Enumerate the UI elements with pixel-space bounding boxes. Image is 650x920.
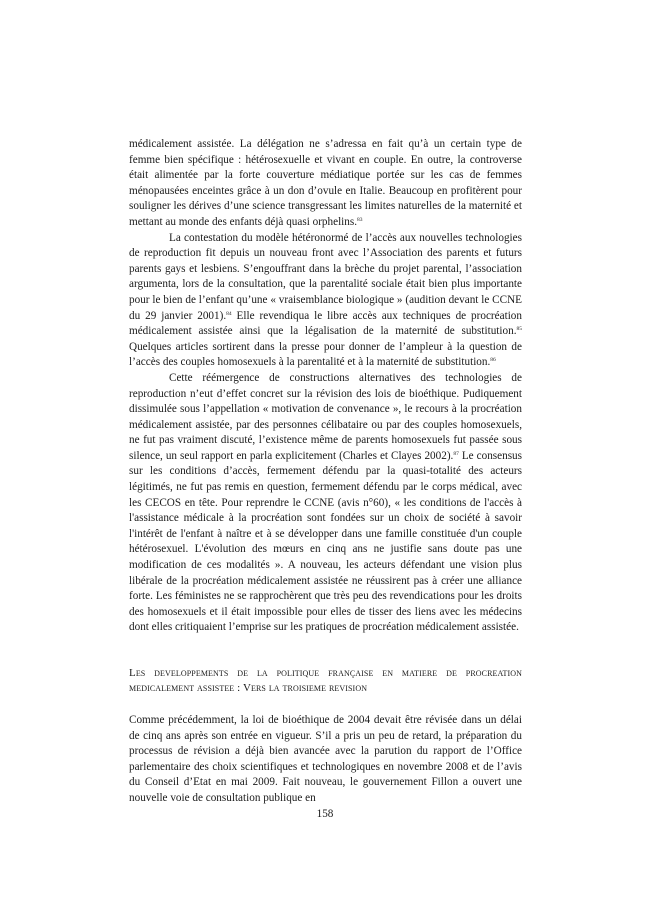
paragraph-2-text-3: Quelques articles sortirent dans la presse pour donner de l’ampleur à la question de l’accès des couples homosexuels à la parentalité et à la maternité de substitution. [129, 340, 522, 369]
paragraph-3-text-1: Cette réémergence de constructions alternatives des technologies de reproduction n’eut d’effet concret sur la révision des lois de bioéthique. Pudiquement dissimulée sous l’appellation « motivation de convenance », le recours à la procréation médicalement assistée, par des personnes célibataire ou par des couples homosexuels, ne fut pas vraiment discuté, l’existence même de parents homosexuels fut passée sous silence, un seul rapport en parla explicitement (Charles et Clayes 2002). [129, 371, 522, 462]
section-heading: Les developpements de la politique française en matiere de procreation medicalement assistee : Vers la troisieme revision [129, 667, 522, 694]
paragraph-4-text-1: Comme précédemment, la loi de bioéthique de 2004 devait être révisée dans un délai de cinq ans après son entrée en vigueur. S’il a pris un peu de retard, la préparation du processus de révision a déjà bien avancée avec la parution du rapport de l’Office parlementaire des choix scientifiques et technologiques en novembre 2008 et de l’avis du Conseil d’Etat en mai 2009. Fait nouveau, le gouvernement Fillon a ouvert une nouvelle voie de consultation publique en [129, 714, 522, 804]
paragraph-4 [129, 713, 522, 807]
paragraph-1-text-1: médicalement assistée. La délégation ne s’adressa en fait qu’à un certain type de femme bien spécifique : hétérosexuelle et vivant en couple. En outre, la controverse était alimentée par la forte couverture médiatique portée sur les cas de femmes ménopausées enceintes grâce à un don d’ovule en Italie. Beaucoup en profitèrent pour souligner les dérives d’une science transgressant les limites naturelles de la maternité et mettant au monde des enfants déjà quasi orphelins. [129, 138, 522, 228]
paragraph-3 [129, 371, 522, 636]
paragraph-2-text-1: La contestation du modèle hétéronormé de l’accès aux nouvelles technologies de reproduction fit depuis un nouveau front avec l’Association des parents et futurs parents gays et lesbiens. S’engouffrant dans la brèche du projet parental, l’association argumenta, lors de la consultation, que la parentalité sociale était bien plus importante pour le bien de l’enfant qu’une « vraisemblance biologique » (audition devant le CCNE du 29 janvier 2001). [129, 231, 522, 322]
text-column [129, 137, 522, 807]
footnote-ref-86: 86 [490, 357, 496, 364]
footnote-ref-83: 83 [357, 216, 363, 223]
paragraph-2-text-2: Elle revendiqua le libre accès aux techniques de procréation médicalement assistée ainsi que la légalisation de la maternité de substitution. [129, 309, 522, 338]
footnote-ref-85: 85 [516, 326, 522, 333]
footnote-ref-87: 87 [453, 450, 459, 457]
page-number: 158 [316, 808, 334, 820]
paragraph-2 [129, 231, 522, 371]
paragraph-3-text-2: Le consensus sur les conditions d’accès, fermement défendu par la quasi-totalité des acteurs légitimés, ne fut pas remis en question, fermement défendu par le corps médical, avec les CECOS en tête. Pour reprendre le CCNE (avis n°60), « les conditions de l'accès à l'assistance médicale à la procréation sont fondées sur un choix de société à savoir l'intérêt de l'enfant à naître et à se développer dans une famille constituée d'un couple hétérosexuel. L'évolution des mœurs en cinq ans ne justifie sans doute pas une modification de ces modalités ». A nouveau, les acteurs défendant une vision plus libérale de la procréation médicalement assistée ne réussirent pas à créer une alliance forte. Les féministes ne se rapprochèrent que très peu des revendications pour les droits des homosexuels et il était impossible pour elles de tisser des liens avec les médecins dont elles critiquaient l’emprise sur les pratiques de procréation médicalement assistée. [129, 449, 522, 634]
paragraph-1 [129, 137, 522, 231]
footnote-ref-84: 84 [226, 310, 232, 317]
